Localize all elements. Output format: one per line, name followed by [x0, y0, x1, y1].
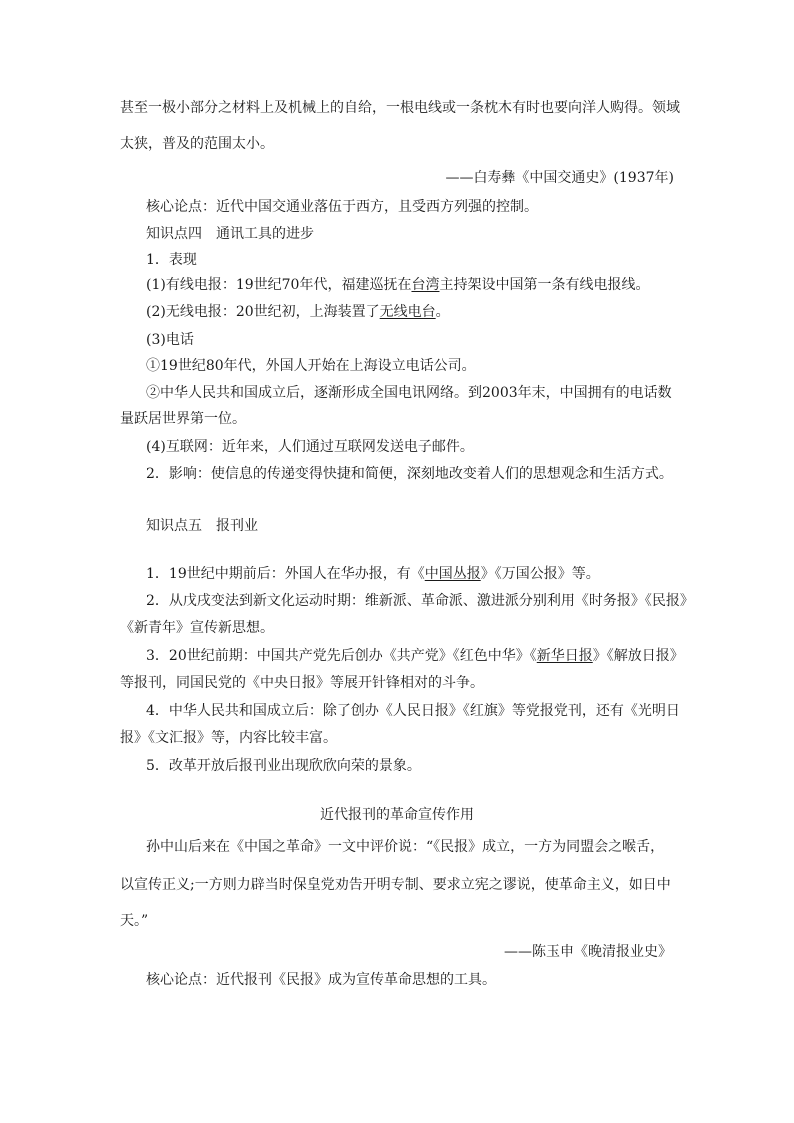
core-point: 核心论点：近代报刊《民报》成为宣传革命思想的工具。 — [146, 972, 496, 988]
quote-text-line: 孙中山后来在《中国之革命》一文中评价说：“《民报》成立，一方为同盟会之喉舌， — [146, 839, 665, 855]
text-segment: 3．20世纪前期：中国共产党先后创办《共产党》《红色中华》《 — [146, 648, 537, 664]
text-segment: 主持架设中国第一条有线电报线。 — [439, 277, 650, 293]
text-segment: 1．19世纪中期前后：外国人在华办报，有《 — [146, 566, 425, 582]
list-item-continuation: 量跃居世界第一位。 — [120, 411, 246, 427]
text-segment: 》《解放日报》 — [592, 648, 684, 664]
material-title: 近代报刊的革命宣传作用 — [320, 807, 474, 823]
text-segment: (1)有线电报：19世纪70年代，福建巡抚在 — [146, 277, 412, 293]
list-item: 2．影响：使信息的传递变得快捷和简便，深刻地改变着人们的思想观念和生活方式。 — [146, 466, 673, 482]
core-point: 核心论点：近代中国交通业落伍于西方，且受西方列强的控制。 — [146, 199, 538, 215]
text-segment: (2)无线电报：20世纪初，上海装置了 — [146, 304, 380, 320]
quote-source: ——白寿彝《中国交通史》(1937年) — [445, 170, 674, 186]
list-item: ①19世纪80年代，外国人开始在上海设立电话公司。 — [146, 358, 476, 374]
text-segment: 。 — [435, 304, 450, 320]
quote-source: ——陈玉申《晚清报业史》 — [504, 944, 672, 960]
section-heading: 知识点五 报刊业 — [146, 518, 258, 534]
list-item: (3)电话 — [146, 332, 194, 348]
text-segment: 》《万国公报》等。 — [480, 566, 600, 582]
underlined-term: 中国丛报 — [424, 566, 481, 582]
quote-text-line: 天。” — [120, 913, 149, 929]
subheading: 1．表现 — [146, 252, 197, 268]
list-item — [146, 646, 684, 666]
underlined-term: 新华日报 — [536, 648, 593, 664]
underlined-term: 无线电台 — [379, 304, 436, 320]
list-item-continuation: 《新青年》宣传新思想。 — [120, 620, 274, 636]
underlined-term: 台湾 — [411, 277, 440, 293]
list-item — [146, 275, 649, 295]
list-item-continuation: 报》《文汇报》等，内容比较丰富。 — [120, 730, 337, 746]
list-item: (4)互联网：近年来，人们通过互联网发送电子邮件。 — [146, 439, 474, 455]
quote-text-line: 甚至一极小部分之材料上及机械上的自给，一根电线或一条枕木有时也要向洋人购得。领域 — [120, 100, 680, 116]
list-item: 5．改革开放后报刊业出现欣欣向荣的景象。 — [146, 758, 421, 774]
list-item — [146, 302, 450, 322]
list-item — [146, 564, 600, 584]
section-heading: 知识点四 通讯工具的进步 — [146, 226, 314, 242]
list-item: 2．从戊戌变法到新文化运动时期：维新派、革命派、激进派分别利用《时务报》《民报》 — [146, 593, 694, 609]
list-item: ②中华人民共和国成立后，逐渐形成全国电讯网络。到2003年末，中国拥有的电话数 — [146, 385, 672, 401]
list-item-continuation: 等报刊，同国民党的《中央日报》等展开针锋相对的斗争。 — [120, 675, 484, 691]
list-item: 4．中华人民共和国成立后：除了创办《人民日报》《红旗》等党报党刊，还有《光明日 — [146, 703, 680, 719]
quote-text-line: 太狭，普及的范围太小。 — [120, 136, 274, 152]
quote-text-line: 以宣传正义;一方则力辟当时保皇党劝告开明专制、要求立宪之谬说，使革命主义，如日中 — [120, 877, 671, 893]
